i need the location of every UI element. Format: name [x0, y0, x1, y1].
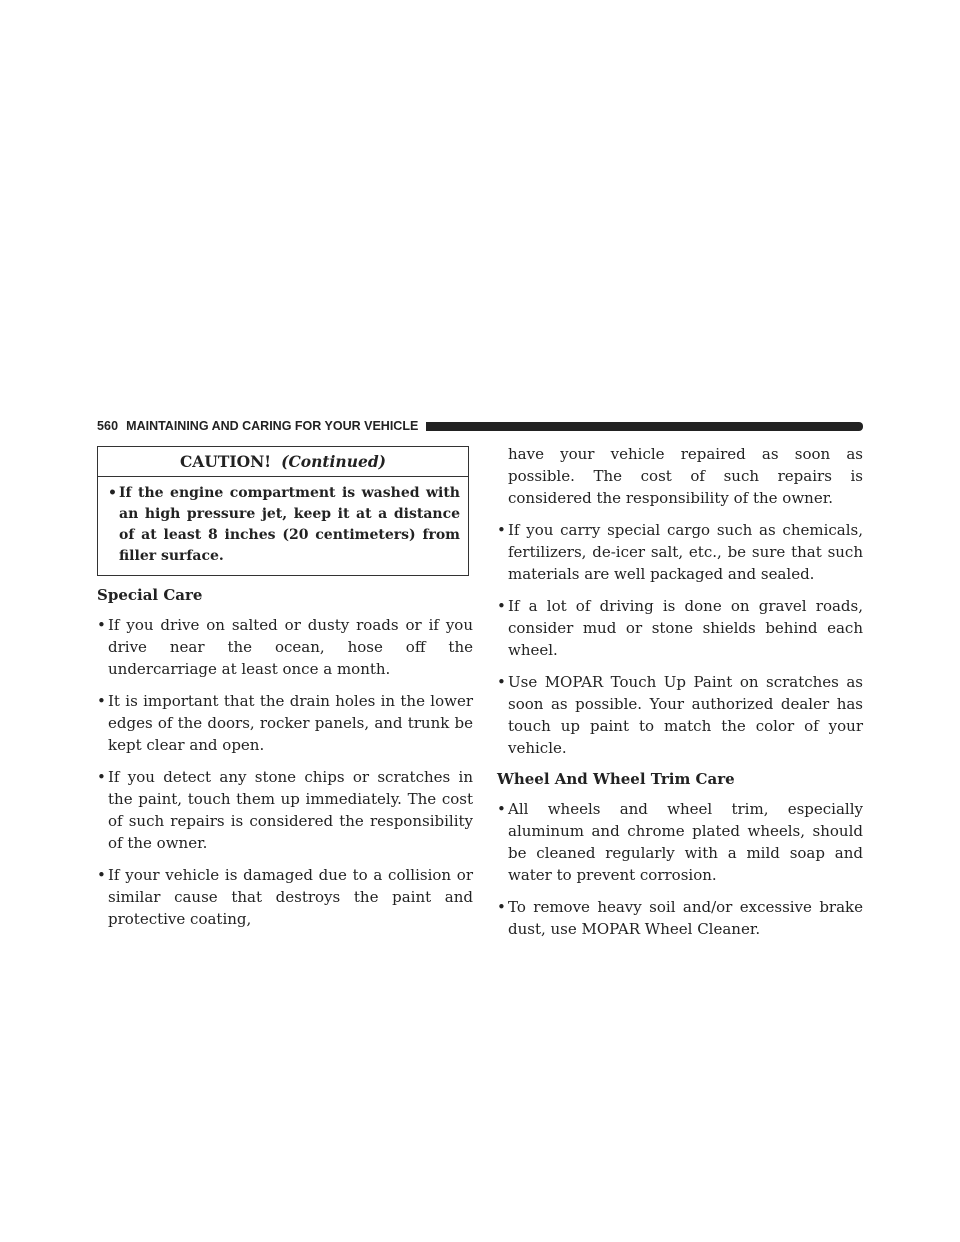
caution-box	[97, 446, 469, 576]
bullet-icon: •	[497, 673, 506, 691]
list-item-text: If you drive on salted or dusty roads or if you drive near the ocean, hose off the undercarriage at least once a month.	[108, 616, 473, 678]
special-care-heading: Special Care	[97, 586, 203, 604]
list-item	[497, 595, 863, 661]
caution-header	[98, 447, 468, 477]
list-item-text: If you detect any stone chips or scratches in the paint, touch them up immediately. The cost of such repairs is considered the responsibility of the owner.	[108, 768, 473, 852]
left-column	[97, 446, 473, 940]
list-item	[97, 614, 473, 680]
wheel-care-list	[497, 798, 863, 940]
page-header	[97, 418, 863, 434]
page-number: 560	[97, 419, 119, 433]
bullet-icon: •	[97, 616, 106, 634]
section-title: MAINTAINING AND CARING FOR YOUR VEHICLE	[126, 419, 419, 433]
caution-item-text: If the engine compartment is washed with an high pressure jet, keep it at a distance of at least 8 inches (20 centimeters) from filler surface.	[119, 485, 460, 564]
caution-title: CAUTION!	[179, 452, 272, 471]
list-item-text: If you carry special cargo such as chemicals, fertilizers, de-icer salt, etc., be sure that such materials are well packaged and sealed.	[508, 521, 863, 583]
list-item-text: Use MOPAR Touch Up Paint on scratches as soon as possible. Your authorized dealer has touch up paint to match the color of your vehicle.	[508, 673, 863, 757]
list-item	[97, 864, 473, 930]
caution-item	[108, 483, 460, 567]
header-rule	[426, 422, 863, 431]
list-item	[497, 671, 863, 759]
special-care-list-continued	[497, 443, 863, 759]
bullet-icon: •	[497, 800, 506, 818]
list-item-text: It is important that the drain holes in the lower edges of the doors, rocker panels, and trunk be kept clear and open.	[108, 692, 473, 754]
bullet-icon: •	[97, 768, 106, 786]
list-item	[97, 766, 473, 854]
list-item	[497, 896, 863, 940]
list-item-continuation	[497, 443, 863, 509]
right-column	[497, 443, 863, 950]
bullet-icon: •	[497, 521, 506, 539]
bullet-icon: •	[108, 485, 117, 501]
special-care-list	[97, 614, 473, 930]
caution-continued: (Continued)	[281, 452, 387, 471]
bullet-icon: •	[97, 692, 106, 710]
list-item-text: If your vehicle is damaged due to a collision or similar cause that destroys the paint and protective coating,	[108, 866, 473, 928]
list-item	[497, 798, 863, 886]
list-item-text: To remove heavy soil and/or excessive brake dust, use MOPAR Wheel Cleaner.	[508, 898, 863, 938]
list-item	[497, 519, 863, 585]
caution-body	[98, 477, 468, 575]
list-item-text: have your vehicle repaired as soon as possible. The cost of such repairs is considered the responsibility of the owner.	[508, 445, 863, 507]
list-item-text: If a lot of driving is done on gravel roads, consider mud or stone shields behind each wheel.	[508, 597, 863, 659]
list-item	[97, 690, 473, 756]
bullet-icon: •	[497, 597, 506, 615]
bullet-icon: •	[97, 866, 106, 884]
list-item-text: All wheels and wheel trim, especially aluminum and chrome plated wheels, should be cleaned regularly with a mild soap and water to prevent corrosion.	[508, 800, 863, 884]
bullet-icon: •	[497, 898, 506, 916]
wheel-care-heading: Wheel And Wheel Trim Care	[497, 770, 735, 788]
